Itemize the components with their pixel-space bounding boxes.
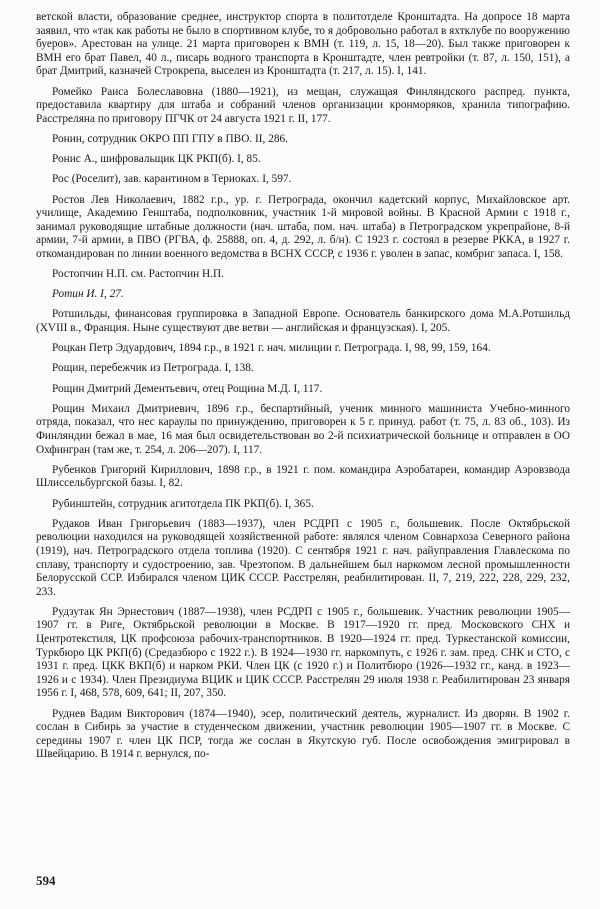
index-entry: Ротшильды, финансовая группировка в Западной Европе. Основатель банкирского дома М.А.Ротшильд (XVIII в., Франция. Ныне существуют две ветви — английская и французская). I, 205. [36,308,570,335]
index-entry: Рощин Михаил Дмитриевич, 1896 г.р., беспартийный, ученик минного машиниста Учебно-минного отряда, показал, что нес караулы по принуждению, приговорен к 5 г. принуд. работ (т. 75, л. 83 об., 103). Из Финляндии бежал в мае, 16 мая был освидетельствован во 2-й психиатрической больнице и отправлен в ОО Охфингран (там же, т. 254, л. 206—207). I, 117. [36,402,570,456]
index-entry: Ронис А., шифровальщик ЦК РКП(б). I, 85. [52,153,261,166]
index-entry: Рос (Роселит), зав. карантином в Териоках. I, 597. [52,173,292,186]
index-entry: ветской власти, образование среднее, инструктор спорта в политотделе Кронштадта. На допросе 18 марта заявил, что «так как работы не было в спортивном клубе, то я добровольно работал в яхтклубе по вооружению буеров». Арестован на улице. 21 марта приговорен к ВМН (т. 119, л. 15, 18—20). Был также приговорен к ВМН его брат Павел, 40 л., писарь водного транспорта в Кронштадте, член ревтройки (т. 87, л. 150, 151), а брат Дмитрий, казначей Строкрепа, выселен из Кронштадта (т. 217, л. 15). I, 141. [36,11,570,78]
index-entry: Ромейко Раиса Болеславовна (1880—1921), из мещан, служащая Финляндского распред. пункта, предоставила квартиру для штаба и собраний членов организации кронморяков, хранила типографию. Расстреляна по приговору ПГЧК от 24 августа 1921 г. II, 177. [36,85,570,125]
index-entry: Рубенков Григорий Кириллович, 1898 г.р., в 1921 г. пом. командира Аэробатареи, командир Аэровзвода Шлиссельбургской базы. I, 82. [36,463,570,490]
index-entry: Ростопчин Н.П. см. Растопчин Н.П. [52,268,224,281]
index-entry: Ронин, сотрудник ОКРО ПП ГПУ в ПВО. II, 286. [52,132,288,145]
index-entry: Руднев Вадим Викторович (1874—1940), эсер, политический деятель, журналист. Из дворян. В 1902 г. сослан в Сибирь за участие в студенческом движении, участник революции 1905—1907 гг. в Москве. С середины 1907 г. член ЦК ПСР, тогда же сослан в Якутскую губ. После освобождения эмигрировал в Швейцарию. В 1914 г. вернулся, по- [36,707,570,761]
index-entry: Рощин, перебежчик из Петрограда. I, 138. [52,362,254,375]
index-entry: Ростов Лев Николаевич, 1882 г.р., ур. г. Петрограда, окончил кадетский корпус, Михайловское арт. училище, Академию Генштаба, подполковник, участник 1-й мировой войны. В Красной Армии с 1918 г., занимал руководящие штабные должности (нач. штаба, пом. нач. штаба) в Петроградском укрепрайоне, 8-й армии, 7-й армии, в ПВО (РГВА, ф. 25888, оп. 4, д. 292, л. б/н). С 1923 г. состоял в резерве РККА, в 1927 г. откомандирован по линии военного ведомства в ВСНХ СССР, с 1936 г. уволен в запас, комбриг запаса. I, 158. [36,193,570,260]
index-entry: Рубинштейн, сотрудник агитотдела ПК РКП(б). I, 365. [52,497,314,510]
index-entry: Рудзутак Ян Эрнестович (1887—1938), член РСДРП с 1905 г., большевик. Участник революции 1905—1907 гг. в Риге, Октябрьской революции в Москве. В 1917—1920 гг. пред. Московского СНХ и Центротекстиля, ЦК профсоюза рабочих-транспортников. В 1920—1924 гг. пред. Туркестанской комиссии, Туркбюро ЦК РКП(б) (Средазбюро с 1922 г.). В 1924—1930 гг. наркомпуть, с 1926 г. зам. пред. СНК и СТО, с 1931 г. пред. ЦКК ВКП(б) и нарком РКИ. Член ЦК (с 1920 г.) и Политбюро (1926—1932 гг., канд. в 1923—1926 и с 1934). Член Президиума ВЦИК и ЦИК СССР. Расстрелян 29 июля 1938 г. Реабилитирован 23 января 1956 г. I, 468, 578, 609, 641; II, 207, 350. [36,605,570,700]
index-entry: Рудаков Иван Григорьевич (1883—1937), член РСДРП с 1905 г., большевик. После Октябрьской революции находился на руководящей хозяйственной работе: являлся членом Совнархоза Северного района (1919), нач. Петроградского отдела топлива (1920). С сентября 1921 г. нач. райуправления Главлескома по сплаву, транспорту и судостроению, зав. Чрезтопом. В дальнейшем был наркомом лесной промышленности Белорусской ССР. Избирался членом ЦИК СССР. Расстрелян, реабилитирован. II, 7, 219, 222, 228, 229, 232, 233. [36,517,570,598]
index-entries [36,11,570,762]
index-entry: Роцкан Петр Эдуардович, 1894 г.р., в 1921 г. нач. милиции г. Петрограда. I, 98, 99, 159, 164. [52,342,491,355]
index-entry: Рощин Дмитрий Дементьевич, отец Рощина М.Д. I, 117. [52,382,323,395]
page-number: 594 [36,873,56,888]
index-entry: Ротин И. I, 27. [52,288,124,301]
